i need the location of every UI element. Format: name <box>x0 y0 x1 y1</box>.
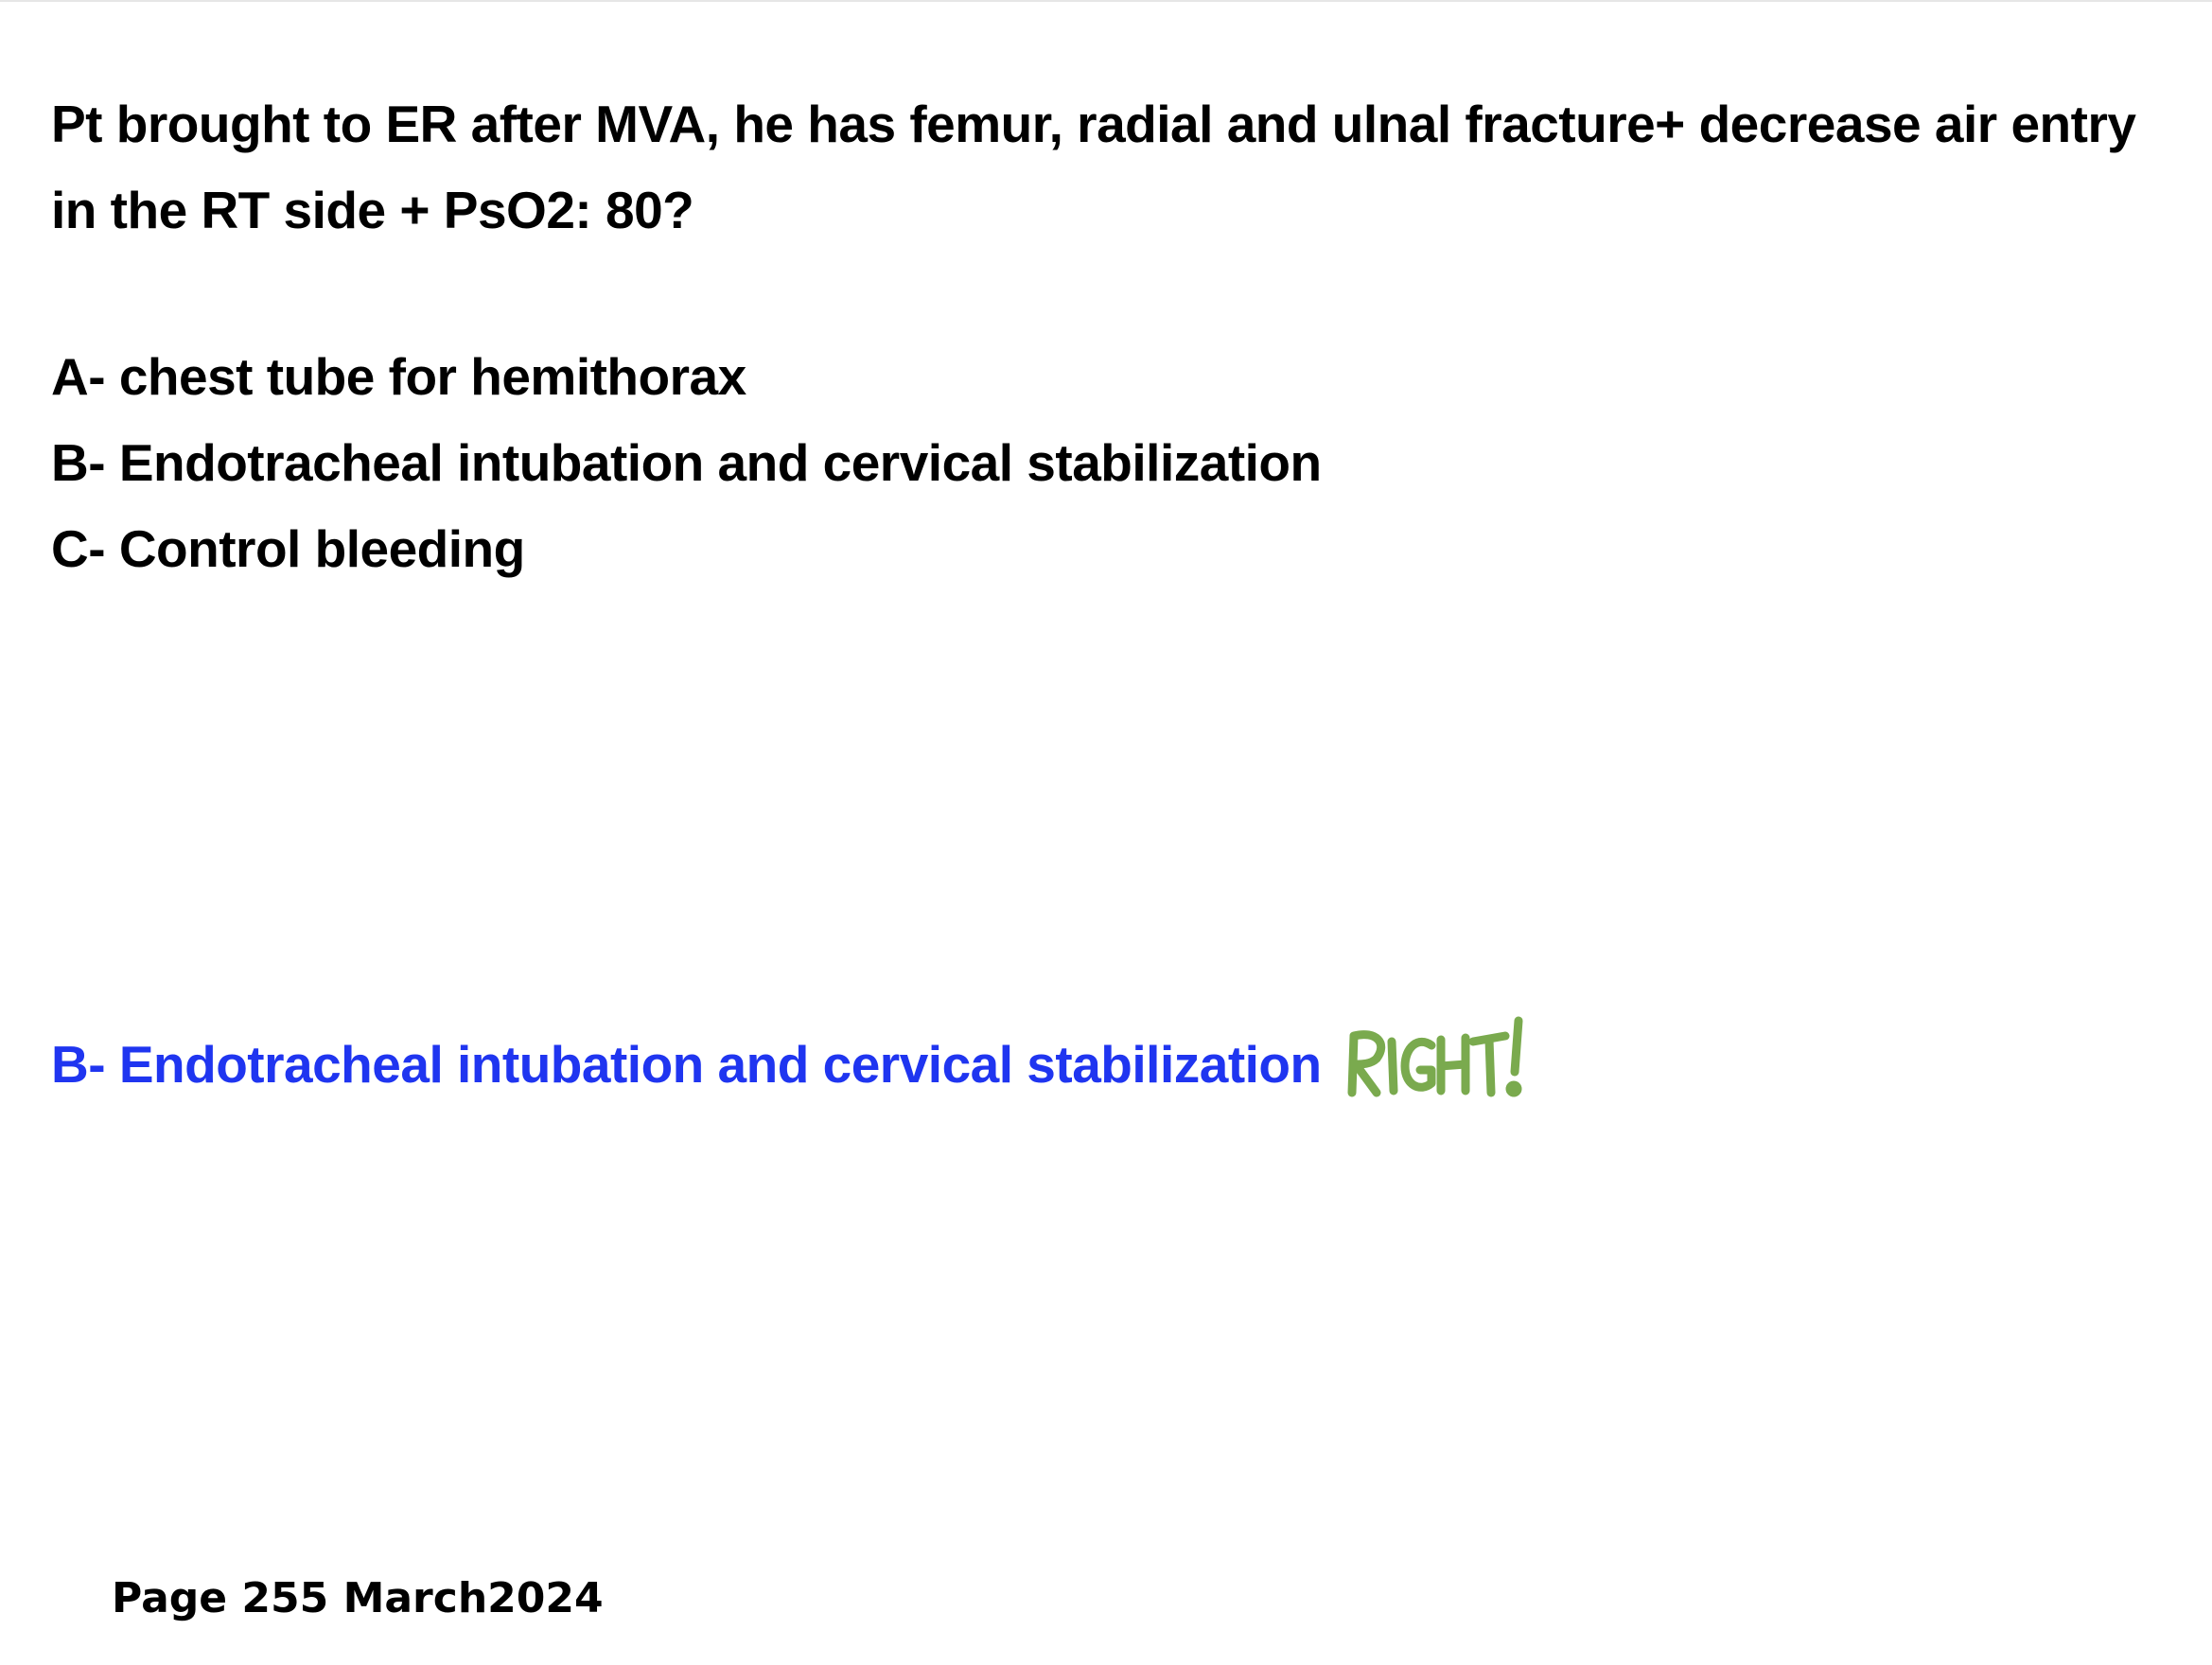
correct-answer-text: B- Endotracheal intubation and cervical stabilization <box>51 1035 1322 1094</box>
option-c: C- Control bleeding <box>51 519 525 578</box>
answer-options-list <box>51 334 1322 592</box>
question-text: Pt brought to ER after MVA, he has femur, radial and ulnal fracture+ decrease air entry in the RT side + PsO2: 80? <box>51 95 2136 239</box>
right-stamp-icon <box>1339 1011 1528 1106</box>
answer-row <box>51 1017 1528 1112</box>
option-a: A- chest tube for hemithorax <box>51 347 746 406</box>
option-b: B- Endotracheal intubation and cervical stabilization <box>51 433 1322 492</box>
top-divider <box>0 0 2212 2</box>
page-footer: Page 255 March2024 <box>112 1574 604 1622</box>
